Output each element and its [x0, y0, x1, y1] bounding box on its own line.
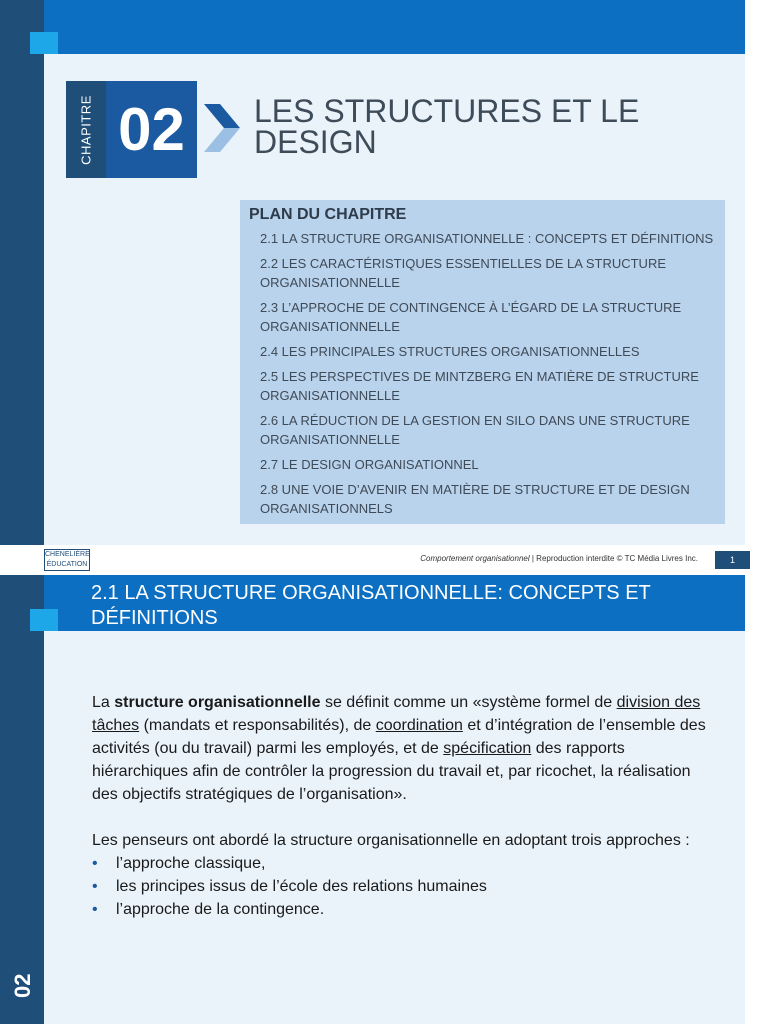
copyright: Reproduction interdite © TC Média Livres Inc. [536, 554, 698, 563]
term-bold: structure organisationnelle [114, 694, 321, 711]
term-underlined: coordination [375, 717, 463, 734]
text-run: se définit comme un «système formel de [320, 694, 617, 711]
plan-item: 2.7 LE DESIGN ORGANISATIONNEL [260, 457, 479, 472]
top-bar [44, 0, 745, 54]
book-title: Comportement organisationnel [420, 554, 530, 563]
text-run: La [92, 694, 115, 711]
list-item: • les principes issus de l’école des relations humaines [92, 875, 712, 898]
plan-item: 2.2 LES CARACTÉRISTIQUES ESSENTIELLES DE LA STRUCTURE ORGANISATIONNELLE [260, 256, 667, 290]
list-item: • l’approche de la contingence. [92, 898, 712, 921]
accent-square [30, 32, 58, 54]
list-item: • l’approche classique, [92, 852, 712, 875]
right-margin [745, 0, 768, 545]
approaches-list [92, 852, 712, 921]
sidebar-band [0, 0, 44, 545]
footer-text [300, 554, 698, 563]
plan-item: 2.6 LA RÉDUCTION DE LA GESTION EN SILO DANS UNE STRUCTURE ORGANISATIONNELLE [260, 413, 690, 447]
chapter-label-box [66, 81, 106, 178]
logo-line-2: ÉDUCATION [46, 561, 88, 568]
chevron-right-icon [204, 104, 240, 152]
plan-title: PLAN DU CHAPITRE [249, 206, 407, 223]
side-chapter-number: 02 [10, 973, 35, 998]
chapter-number: 02 [118, 96, 185, 163]
plan-list [260, 229, 720, 524]
footer-separator: | [529, 554, 537, 563]
publisher-logo [44, 549, 90, 571]
accent-square [30, 609, 58, 631]
approaches-intro: Les penseurs ont abordé la structure organisationnelle en adoptant trois approches : [92, 832, 690, 849]
term-underlined: spécification [443, 740, 532, 757]
chapter-title: LES STRUCTURES ET LE DESIGN [254, 93, 640, 160]
slide-body [92, 691, 712, 921]
text-run: (mandats et responsabilités), de [139, 717, 376, 734]
slide-2 [0, 575, 768, 1024]
logo-line-1: CHENELIÈRE [45, 551, 90, 558]
slide-title: 2.1 LA STRUCTURE ORGANISATIONNELLE: CONCEPTS ET DÉFINITIONS [91, 582, 651, 629]
plan-item: 2.3 L’APPROCHE DE CONTINGENCE À L’ÉGARD DE LA STRUCTURE ORGANISATIONNELLE [260, 300, 682, 334]
plan-item: 2.1 LA STRUCTURE ORGANISATIONNELLE : CONCEPTS ET DÉFINITIONS [260, 231, 714, 246]
plan-item: 2.4 LES PRINCIPALES STRUCTURES ORGANISATIONNELLES [260, 344, 640, 359]
plan-item: 2.5 LES PERSPECTIVES DE MINTZBERG EN MATIÈRE DE STRUCTURE ORGANISATIONNELLE [260, 369, 699, 403]
page-number: 1 [715, 551, 750, 569]
chapter-label: CHAPITRE [78, 94, 94, 165]
term-underlined: division des tâches [92, 694, 701, 734]
right-margin [745, 575, 768, 1024]
text-run: des rapports hiérarchiques afin de contrôler la progression du travail et, par ricochet, la réalisation des objectifs stratégiques de l’organisation». [92, 740, 691, 803]
text-run: et d’intégration de l’ensemble des activités (ou du travail) parmi les employés, et de [92, 717, 706, 757]
definition-paragraph [92, 691, 712, 806]
sidebar-band [0, 575, 44, 1024]
plan-item: 2.8 UNE VOIE D’AVENIR EN MATIÈRE DE STRUCTURE ET DE DESIGN ORGANISATIONNELS [260, 482, 690, 516]
